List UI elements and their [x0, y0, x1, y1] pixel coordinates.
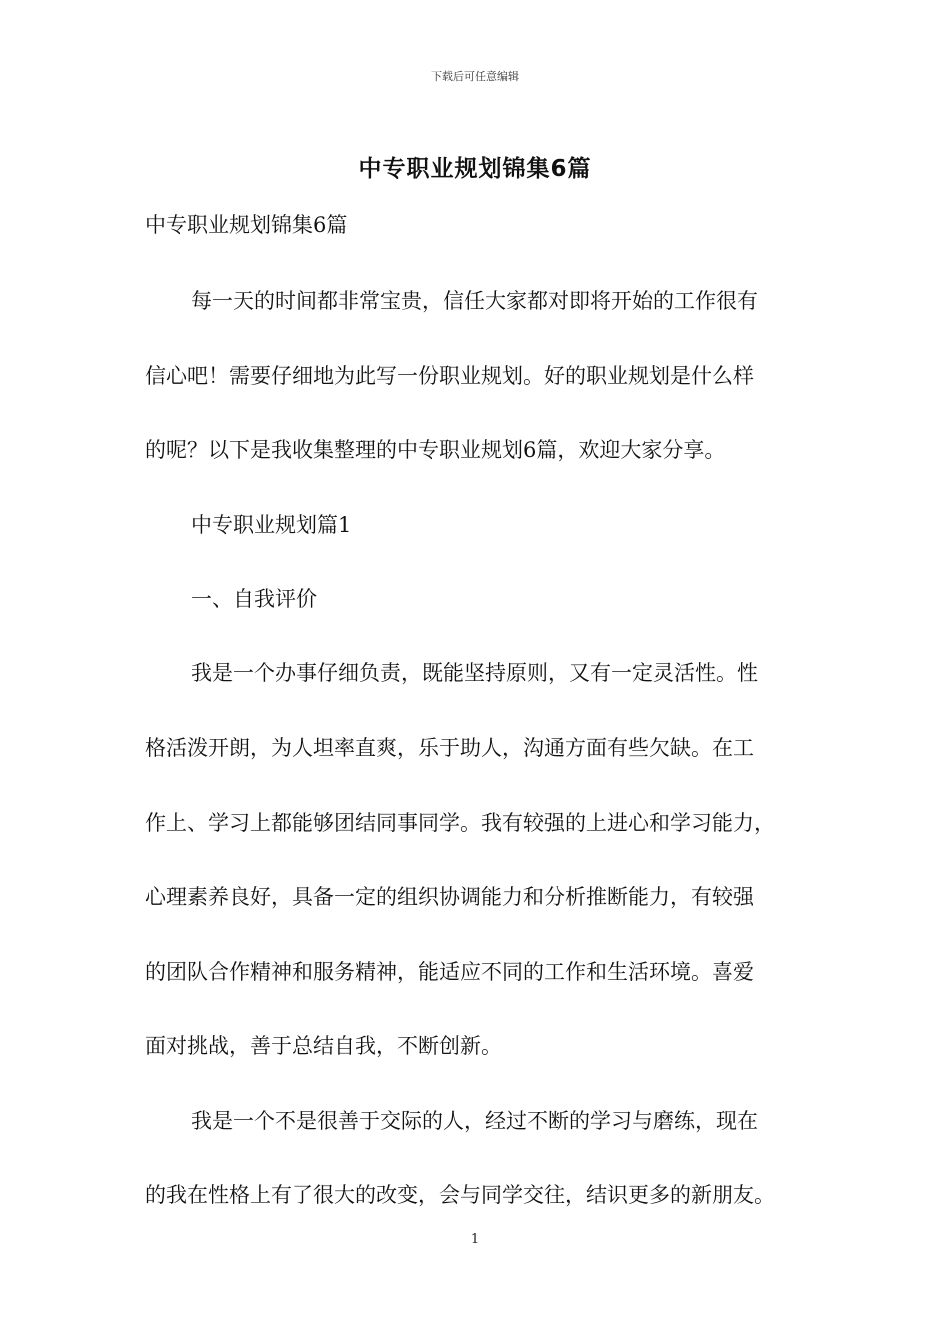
- paragraph-line: 我是一个不是很善于交际的人，经过不断的学习与磨练，现在: [191, 1109, 758, 1133]
- document-title: 中专职业规划锦集6篇: [358, 156, 592, 182]
- page-number: 1: [470, 1232, 480, 1247]
- paragraph-line: 信心吧！需要仔细地为此写一份职业规划。好的职业规划是什么样: [145, 364, 754, 388]
- paragraph-line: 的我在性格上有了很大的改变，会与同学交往，结识更多的新朋友。: [145, 1183, 775, 1207]
- section-heading: 中专职业规划篇1: [191, 513, 352, 537]
- page-header-note: 下载后可任意编辑: [431, 70, 519, 83]
- paragraph-line: 格活泼开朗，为人坦率直爽，乐于助人，沟通方面有些欠缺。在工: [145, 736, 754, 760]
- paragraph-line: 每一天的时间都非常宝贵，信任大家都对即将开始的工作很有: [191, 289, 758, 313]
- paragraph-line: 的呢？以下是我收集整理的中专职业规划6篇，欢迎大家分享。: [145, 438, 726, 462]
- paragraph-line: 面对挑战，善于总结自我，不断创新。: [145, 1034, 502, 1058]
- paragraph-line: 我是一个办事仔细负责，既能坚持原则，又有一定灵活性。性: [191, 661, 758, 685]
- paragraph-line: 的团队合作精神和服务精神，能适应不同的工作和生活环境。喜爱: [145, 960, 754, 984]
- subsection-heading: 一、自我评价: [191, 587, 317, 611]
- paragraph-line: 作上、学习上都能够团结同事同学。我有较强的上进心和学习能力，: [145, 811, 775, 835]
- paragraph-line: 心理素养良好，具备一定的组织协调能力和分析推断能力，有较强: [145, 885, 754, 909]
- subtitle-line: 中专职业规划锦集6篇: [145, 213, 348, 237]
